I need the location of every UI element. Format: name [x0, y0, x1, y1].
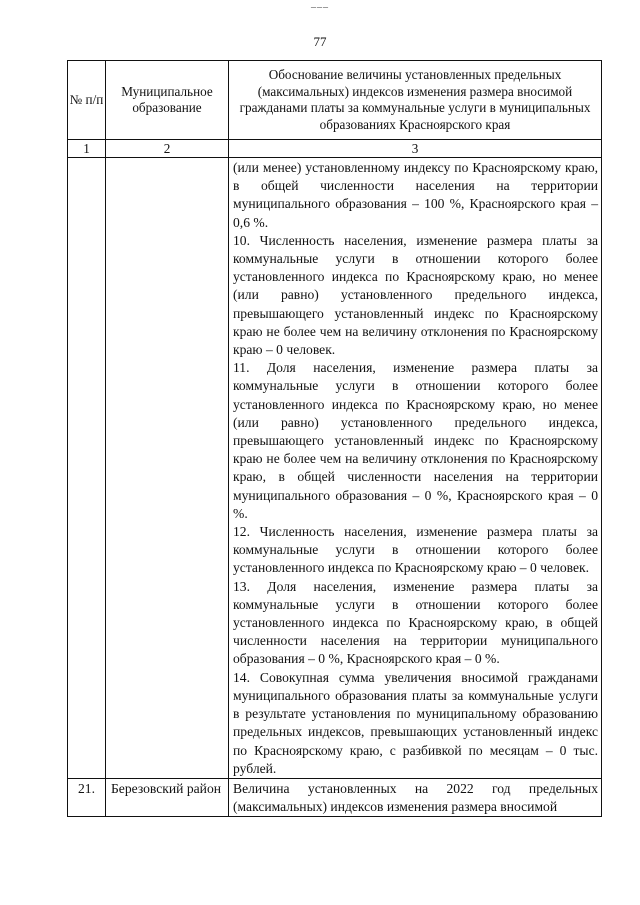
justification-paragraph: 13. Доля населения, изменение размера платы за коммунальные услуги в отношении которого более установленного индекса по Красноярскому краю, в общей численности населения на территории муниципального образования – 0 %, Красноярского края – 0 %. [233, 578, 598, 667]
municipality-cell [106, 158, 229, 779]
table-row-continued [68, 158, 602, 779]
justification-table [67, 60, 602, 817]
header-number: № п/п [68, 61, 106, 140]
justification-paragraph: 10. Численность населения, изменение размера платы за коммунальные услуги в отношении которого более установленного индекса по Красноярскому краю, но менее (или равно) установленного предельного индекса, превышающего установленный индекс по Красноярскому краю не более чем на величину отклонения по Красноярскому краю – 0 человек. [233, 232, 598, 358]
column-number-row [68, 140, 602, 158]
header-justification: Обоснование величины установленных предельных (максимальных) индексов изменения размера вносимой гражданами платы за коммунальные услуги в муниципальных образованиях Красноярского края [229, 61, 602, 140]
page-top-mark: ___ [311, 0, 329, 9]
column-number-2: 2 [106, 140, 229, 158]
justification-paragraph: (или менее) установленному индексу по Красноярскому краю, в общей численности населения на территории муниципального образования – 100 %, Красноярского края – 0,6 %. [233, 160, 598, 230]
row-number-cell [68, 158, 106, 779]
justification-paragraph: 12. Численность населения, изменение размера платы за коммунальные услуги в отношении которого более установленного индекса по Красноярскому краю – 0 человек. [233, 524, 598, 576]
municipality-cell: Березовский район [106, 778, 229, 816]
table-row-21 [68, 778, 602, 816]
justification-paragraph: 14. Совокупная сумма увеличения вносимой гражданами муниципального образования платы за коммунальные услуги в результате установления по муниципальному образованию предельных индексов, превышающих установленный индекс по Красноярскому краю, с разбивкой по месяцам – 0 тыс. рублей. [233, 669, 598, 776]
justification-paragraph: 11. Доля населения, изменение размера платы за коммунальные услуги в отношении которого более установленного индекса по Красноярскому краю, но менее (или равно) установленного предельного индекса, превышающего установленный индекс по Красноярскому краю не более чем на величину отклонения по Красноярскому краю, в общей численности населения на территории муниципального образования – 0 %, Красноярского края – 0 %. [233, 360, 598, 521]
justification-cell [229, 158, 602, 779]
page-number: 77 [313, 34, 327, 49]
table-header-row [68, 61, 602, 140]
column-number-1: 1 [68, 140, 106, 158]
justification-cell: Величина установленных на 2022 год предельных (максимальных) индексов изменения размера вносимой [229, 778, 602, 816]
header-municipality: Муниципальное образование [106, 61, 229, 140]
column-number-3: 3 [229, 140, 602, 158]
row-number-cell: 21. [68, 778, 106, 816]
